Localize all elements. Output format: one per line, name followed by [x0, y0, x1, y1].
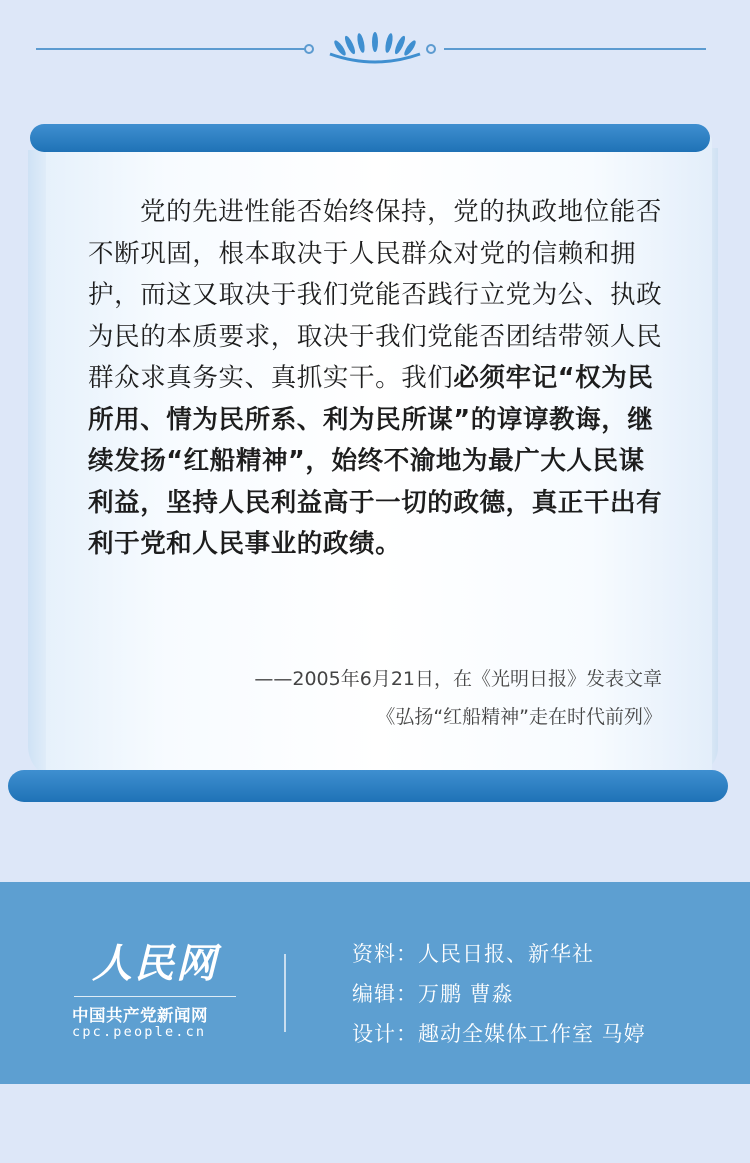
quote-text — [88, 192, 668, 566]
logo-calligraphy: 人民网 — [92, 940, 218, 987]
credit-source: 资料：人民日报、新华社 — [352, 942, 594, 966]
top-decorative-rule-right — [444, 48, 706, 50]
quote-normal-text: 党的先进性能否始终保持，党的执政地位能否不断巩固，根本取决于人民群众对党的信赖和拥护，而这又取决于我们党能否践行立党为公、执政为民的本质要求，取决于我们党能否团结带领人民群众求真务实、真抓实干。我们 — [88, 197, 663, 393]
footer-divider — [284, 954, 286, 1032]
credit-editor: 编辑：万鹏 曹淼 — [352, 982, 514, 1006]
logo-url: cpc.people.cn — [72, 1024, 207, 1040]
scroll-rod-top — [30, 124, 710, 152]
rule-dot-right — [426, 44, 436, 54]
logo-underline — [74, 996, 236, 997]
quote-bold-text: 必须牢记“权为民所用、情为民所系、利为民所谋”的谆谆教诲，继续发扬“红船精神”，始终不渝地为最广大人民谋利益，坚持人民利益高于一切的政德，真正干出有利于党和人民事业的政绩。 — [88, 363, 663, 559]
people-cn-logo — [70, 932, 245, 1042]
rule-dot-left — [304, 44, 314, 54]
top-decorative-rule-left — [36, 48, 306, 50]
footer-panel — [0, 882, 750, 1084]
credit-design: 设计：趣动全媒体工作室 马婷 — [352, 1022, 646, 1046]
source-article-title: 《弘扬“红船精神”走在时代前列》 — [376, 706, 662, 728]
logo-name: 中国共产党新闻网 — [72, 1006, 208, 1025]
source-date-line: ——2005年6月21日，在《光明日报》发表文章 — [254, 668, 662, 690]
laurel-branch-icon — [320, 30, 430, 70]
scroll-rod-bottom — [8, 770, 728, 802]
